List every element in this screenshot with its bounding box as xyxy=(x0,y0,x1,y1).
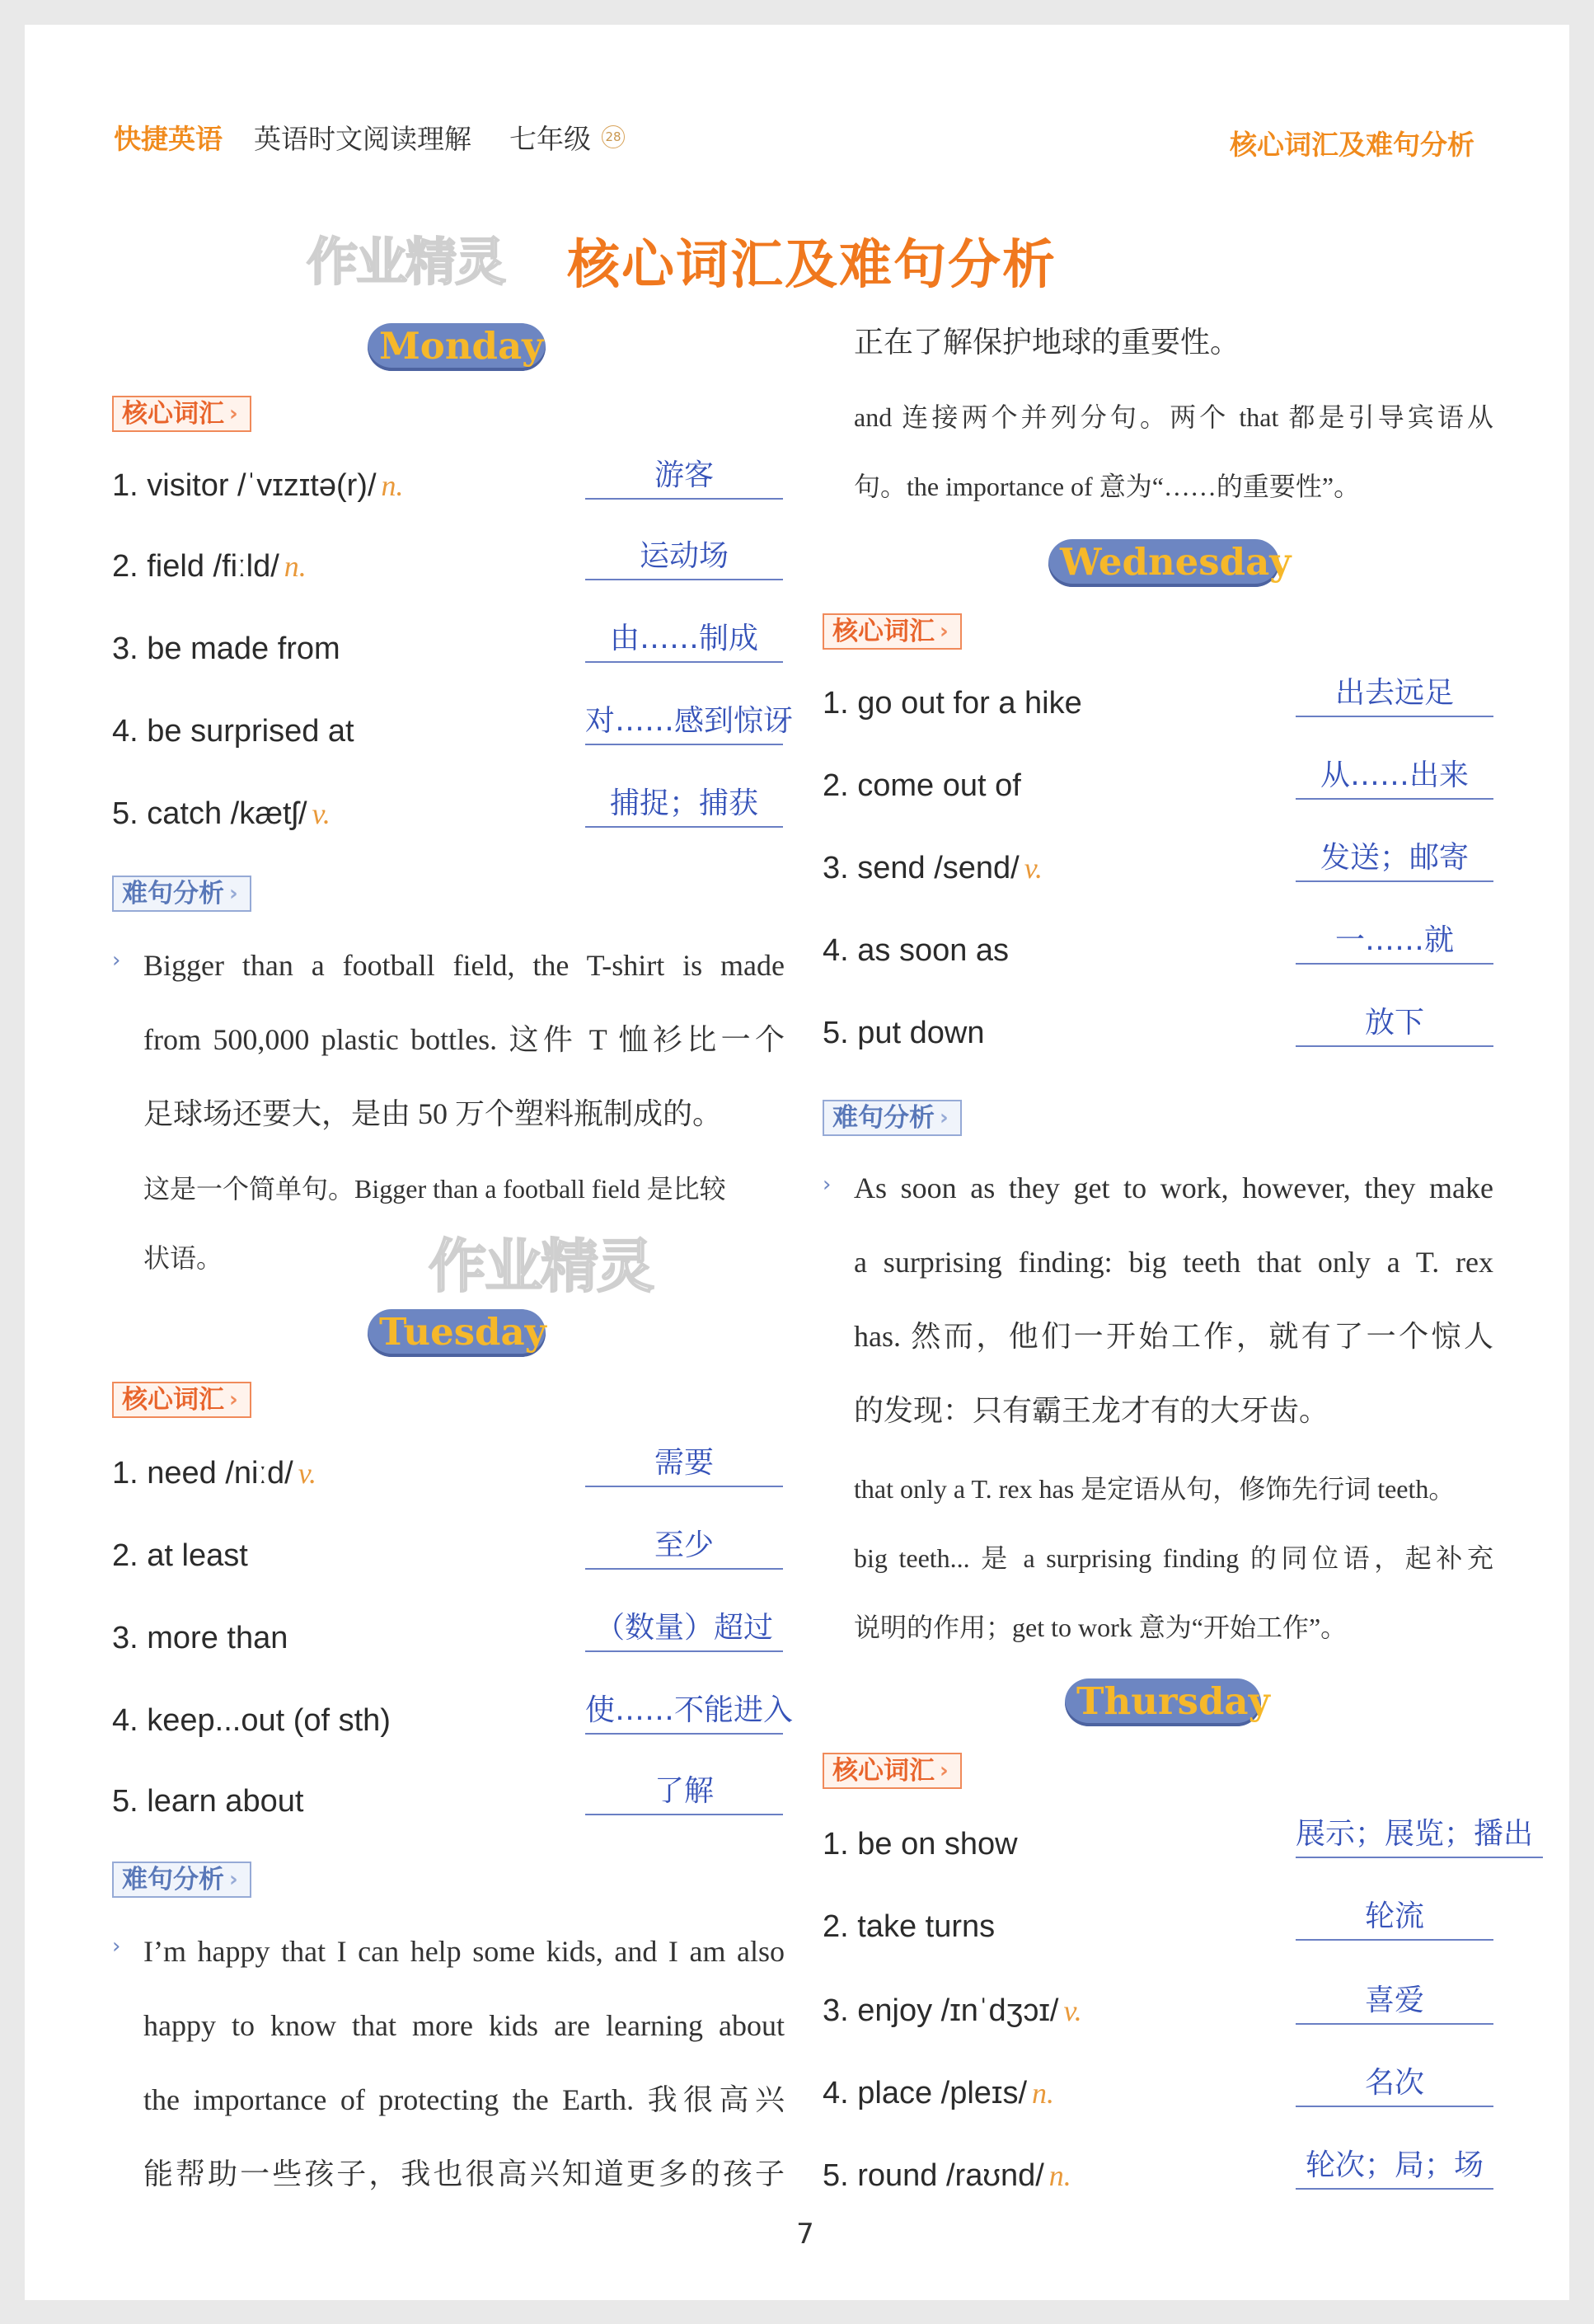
header-brand: 快捷英语 xyxy=(114,123,223,155)
note-line: 说明的作用；get to work 意为“开始工作”。 xyxy=(854,1613,1348,1642)
vocab-term xyxy=(112,1703,396,1739)
core-vocab-label xyxy=(823,613,962,650)
part-of-speech: n. xyxy=(1048,2159,1071,2192)
vocab-answer: 喜爱 xyxy=(1296,1982,1493,2025)
term-text: 5. round /raʊnd/ xyxy=(823,2158,1044,2193)
sentence-line: As soon as they get to work, however, they make xyxy=(854,1171,1493,1204)
vocab-answer: 出去远足 xyxy=(1296,674,1493,717)
sentence-analysis-continued xyxy=(854,305,1493,379)
vocab-term xyxy=(823,1016,989,1051)
vocab-answer: 游客 xyxy=(585,457,783,500)
vocab-answer: 展示；展览；播出 xyxy=(1296,1815,1543,1858)
sentence-line: 能帮助一些孩子，我也很高兴知道更多的孩子 xyxy=(143,2157,785,2190)
vocab-term xyxy=(823,851,1043,886)
chevron-right-icon: › xyxy=(229,1387,238,1412)
vocab-term xyxy=(112,1621,293,1656)
vocab-answer: 需要 xyxy=(585,1444,783,1487)
term-text: 5. learn about xyxy=(112,1784,304,1819)
note-line: that only a T. rex has 是定语从句，修饰先行词 teeth。 xyxy=(854,1474,1456,1504)
vocab-term xyxy=(112,1538,253,1574)
term-text: 3. be made from xyxy=(112,631,340,666)
vocab-term xyxy=(112,468,404,504)
watermark-logo: 作业精灵 xyxy=(429,1232,653,1300)
core-vocab-label xyxy=(823,1753,962,1789)
vocab-answer: （数量）超过 xyxy=(585,1609,783,1652)
hard-sentence-label xyxy=(112,1862,251,1898)
term-text: 2. come out of xyxy=(823,768,1021,803)
term-text: 5. put down xyxy=(823,1016,985,1050)
header-book-title: 英语时文阅读理解 xyxy=(254,123,471,155)
vocab-term xyxy=(112,1784,308,1819)
bullet-icon: › xyxy=(823,1172,832,1197)
vocab-term xyxy=(823,686,1087,721)
sentence-line: 足球场还要大，是由 50 万个塑料瓶制成的。 xyxy=(143,1097,723,1130)
term-text: 4. place /pleɪs/ xyxy=(823,2076,1028,2110)
sentence-analysis xyxy=(143,928,785,1151)
watermark-logo: 作业精灵 xyxy=(307,232,505,292)
vocab-answer: 名次 xyxy=(1296,2064,1493,2107)
hard-sentence-label-text: 难句分析 xyxy=(122,1865,224,1894)
sentence-line: 正在了解保护地球的重要性。 xyxy=(854,326,1240,359)
part-of-speech: v. xyxy=(298,1457,317,1490)
sentence-line: Bigger than a football field, the T-shirt is made xyxy=(143,949,785,982)
term-text: 3. enjoy /ɪnˈdʒɔɪ/ xyxy=(823,1993,1059,2028)
vocab-term xyxy=(823,1909,1000,1945)
hard-sentence-label xyxy=(112,876,251,912)
term-text: 1. need /niːd/ xyxy=(112,1456,293,1491)
term-text: 4. keep...out (of sth) xyxy=(112,1703,391,1738)
vocab-term xyxy=(112,1456,316,1491)
core-vocab-label-text: 核心词汇 xyxy=(122,1385,224,1415)
chevron-right-icon: › xyxy=(229,401,238,426)
vocab-answer: 一……就 xyxy=(1296,922,1493,965)
core-vocab-label xyxy=(112,1382,251,1418)
sentence-line: the importance of protecting the Earth. 我很高兴 xyxy=(143,2083,785,2116)
header-section-title: 核心词汇及难句分析 xyxy=(1230,129,1474,161)
term-text: 2. take turns xyxy=(823,1909,996,1944)
vocab-term xyxy=(112,796,331,832)
core-vocab-label xyxy=(112,396,251,432)
sentence-line: a surprising finding: big teeth that only a T. rex xyxy=(854,1246,1493,1279)
sentence-line: from 500,000 plastic bottles. 这件 T 恤衫比一个 xyxy=(143,1023,785,1056)
term-text: 4. as soon as xyxy=(823,933,1010,968)
vocab-term xyxy=(823,933,1014,969)
sentence-analysis xyxy=(143,1914,785,2211)
term-text: 5. catch /kætʃ/ xyxy=(112,796,307,831)
vocab-term xyxy=(823,2076,1054,2111)
term-text: 2. field /fiːld/ xyxy=(112,549,279,584)
vocab-answer: 至少 xyxy=(585,1527,783,1570)
vocab-term xyxy=(823,2158,1071,2194)
core-vocab-label-text: 核心词汇 xyxy=(122,399,224,429)
term-text: 3. more than xyxy=(112,1621,288,1655)
vocab-answer: 轮次；局；场 xyxy=(1296,2147,1493,2190)
term-text: 3. send /send/ xyxy=(823,851,1020,885)
note-line: 句。the importance of 意为“……的重要性”。 xyxy=(854,472,1361,501)
vocab-term xyxy=(823,1827,1023,1862)
vocab-answer: 捕捉；捕获 xyxy=(585,785,783,828)
chevron-right-icon: › xyxy=(940,1106,949,1130)
term-text: 1. go out for a hike xyxy=(823,686,1082,721)
sentence-line: has. 然而，他们一开始工作，就有了一个惊人 xyxy=(854,1320,1493,1353)
header-grade: 七年级 xyxy=(509,123,591,155)
chevron-right-icon: › xyxy=(940,619,949,644)
sentence-line: I’m happy that I can help some kids, and I am also xyxy=(143,1935,785,1968)
part-of-speech: n. xyxy=(284,550,307,583)
vocab-term xyxy=(112,714,359,749)
core-vocab-label-text: 核心词汇 xyxy=(832,617,935,646)
vocab-answer: 运动场 xyxy=(585,538,783,580)
term-text: 2. at least xyxy=(112,1538,248,1573)
part-of-speech: v. xyxy=(1024,852,1043,885)
chevron-right-icon: › xyxy=(229,1867,238,1892)
sentence-line: happy to know that more kids are learning about xyxy=(143,2009,785,2042)
analysis-note xyxy=(854,383,1493,521)
note-line: 状语。 xyxy=(143,1243,223,1273)
core-vocab-label-text: 核心词汇 xyxy=(832,1756,935,1786)
page-number: 7 xyxy=(796,2218,814,2251)
vocab-answer: 对……感到惊讶 xyxy=(585,702,783,745)
vocab-answer: 轮流 xyxy=(1296,1898,1493,1941)
hard-sentence-label-text: 难句分析 xyxy=(832,1103,935,1133)
vocab-answer: 由……制成 xyxy=(585,620,783,663)
vocab-answer: 发送；邮寄 xyxy=(1296,839,1493,882)
part-of-speech: n. xyxy=(381,469,404,502)
term-text: 1. be on show xyxy=(823,1827,1018,1862)
note-line: 这是一个简单句。Bigger than a football field 是比较 xyxy=(143,1174,726,1204)
part-of-speech: n. xyxy=(1032,2077,1055,2110)
bullet-icon: › xyxy=(112,948,121,973)
chevron-right-icon: › xyxy=(229,881,238,906)
page-title: 核心词汇及难句分析 xyxy=(567,235,1057,296)
vocab-term xyxy=(823,768,1026,804)
note-line: and 连接两个并列分句。两个 that 都是引导宾语从 xyxy=(854,402,1493,432)
part-of-speech: v. xyxy=(1063,1994,1082,2027)
vocab-answer: 使……不能进入 xyxy=(585,1692,783,1735)
chevron-right-icon: › xyxy=(940,1758,949,1783)
header-page-badge: 28 xyxy=(602,125,625,148)
day-badge-thursday: Thursday xyxy=(1065,1678,1261,1726)
vocab-term xyxy=(823,1993,1082,2029)
vocab-term xyxy=(112,549,307,585)
day-badge-tuesday: Tuesday xyxy=(368,1309,546,1357)
part-of-speech: v. xyxy=(312,797,331,830)
hard-sentence-label-text: 难句分析 xyxy=(122,879,224,908)
analysis-note xyxy=(854,1454,1493,1662)
note-line: big teeth... 是 a surprising finding 的同位语，起补充 xyxy=(854,1543,1493,1573)
sentence-line: 的发现：只有霸王龙才有的大牙齿。 xyxy=(854,1394,1329,1427)
vocab-answer: 从……出来 xyxy=(1296,757,1493,800)
bullet-icon: › xyxy=(112,1934,121,1959)
term-text: 1. visitor /ˈvɪzɪtə(r)/ xyxy=(112,468,377,503)
hard-sentence-label xyxy=(823,1100,962,1136)
vocab-term xyxy=(112,631,345,667)
vocab-answer: 放下 xyxy=(1296,1004,1493,1047)
day-badge-wednesday: Wednesday xyxy=(1048,539,1279,587)
term-text: 4. be surprised at xyxy=(112,714,354,749)
sentence-analysis xyxy=(854,1151,1493,1448)
vocab-answer: 了解 xyxy=(585,1772,783,1815)
day-badge-monday: Monday xyxy=(368,323,546,371)
